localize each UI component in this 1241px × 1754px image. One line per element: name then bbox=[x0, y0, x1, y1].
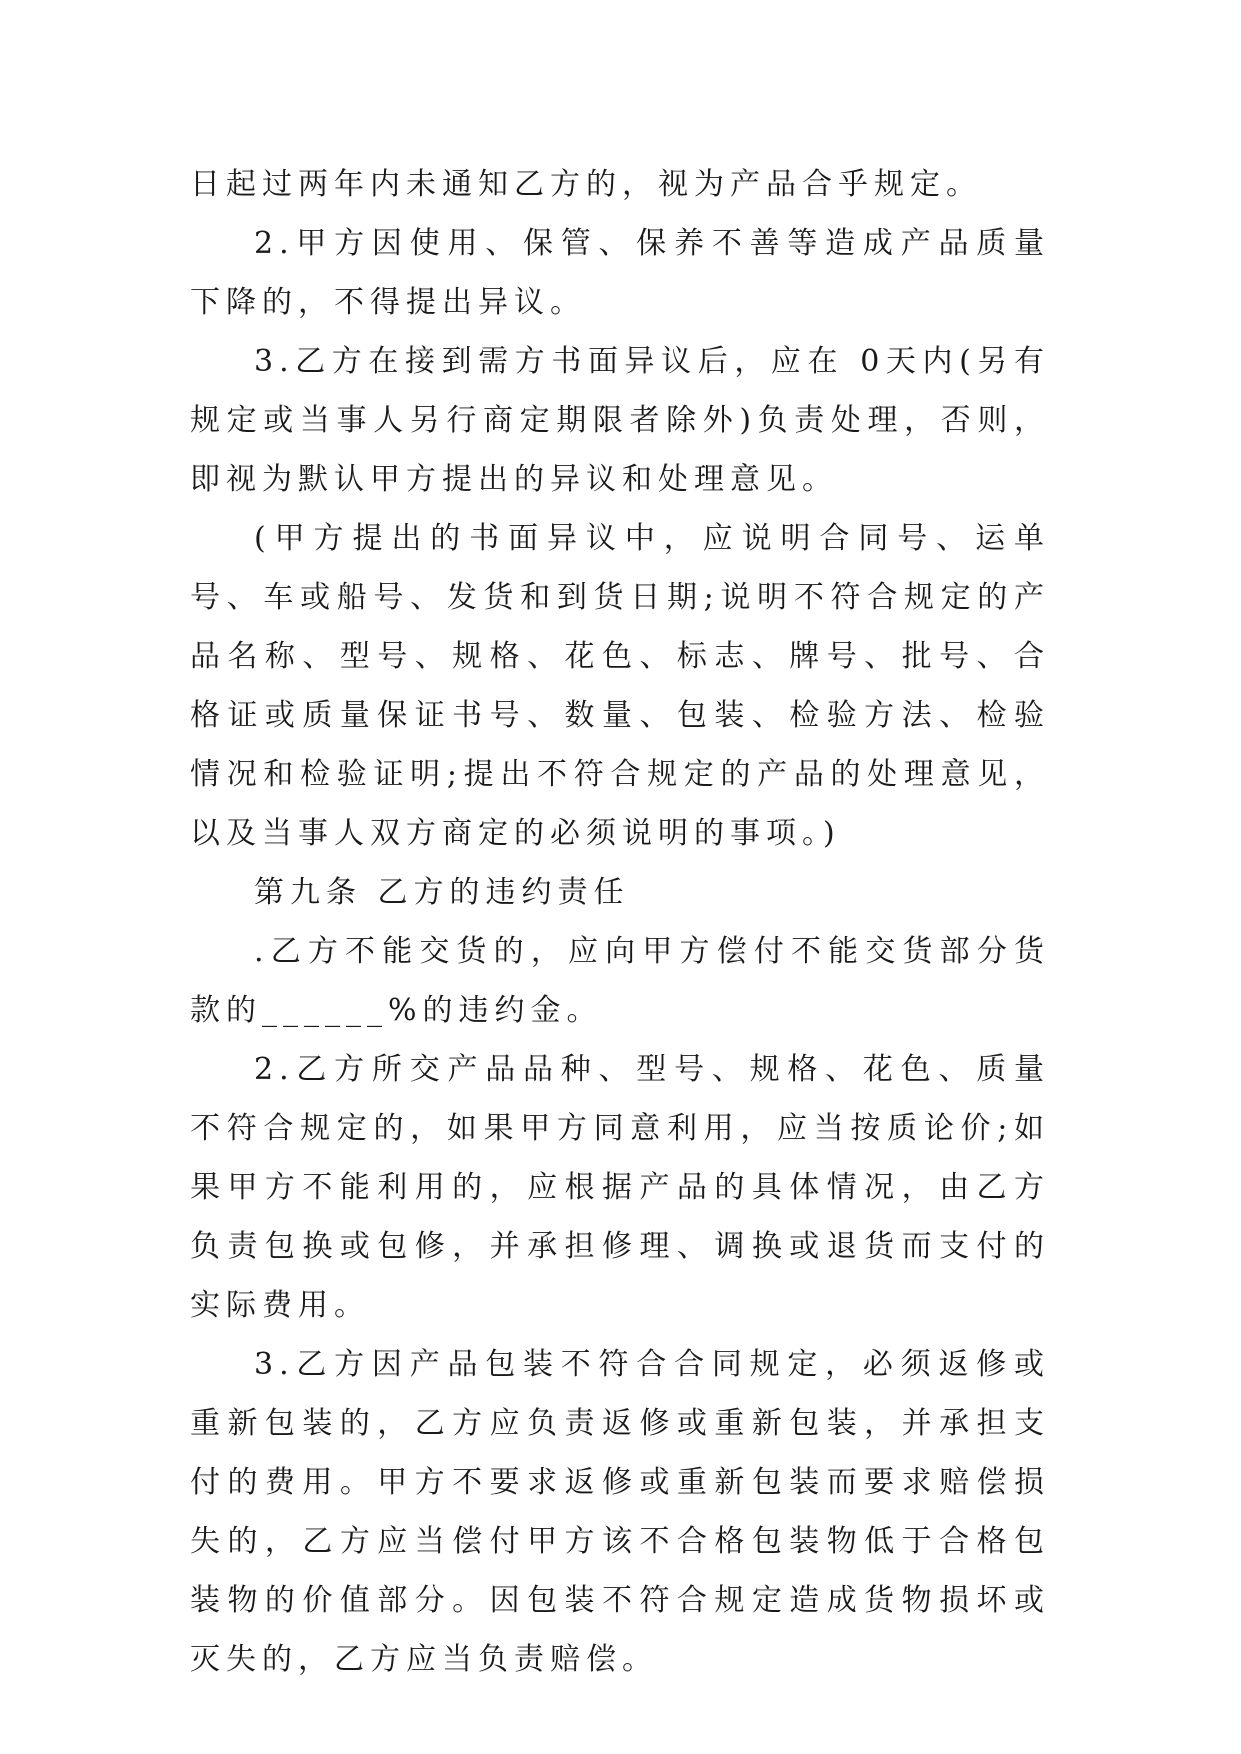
paragraph-6: .乙方不能交货的，应向甲方偿付不能交货部分货款的______%的违约金。 bbox=[190, 934, 1050, 1028]
paragraph-4: (甲方提出的书面异议中，应说明合同号、运单号、车或船号、发货和到货日期;说明不符合规定的产品名称、型号、规格、花色、标志、牌号、批号、合格证或质量保证书号、数量、包装、检验方法、检验情况和检验证明;提出不符合规定的产品的处理意见，以及当事人双方商定的必须说明的事项。) bbox=[190, 521, 1050, 851]
paragraph-1: 日起过两年内未通知乙方的，视为产品合乎规定。 bbox=[190, 167, 982, 202]
paragraph-3: 3.乙方在接到需方书面异议后，应在 0天内(另有规定或当事人另行商定期限者除外)负责处理，否则，即视为默认甲方提出的异议和处理意见。 bbox=[190, 344, 1050, 497]
section-heading-article-9: 第九条 乙方的违约责任 bbox=[254, 875, 630, 910]
paragraph-8: 3.乙方因产品包装不符合合同规定，必须返修或重新包装的，乙方应负责返修或重新包装，并承担支付的费用。甲方不要求返修或重新包装而要求赔偿损失的，乙方应当偿付甲方该不合格包装物低于合格包装物的价值部分。因包装不符合规定造成货物损坏或灭失的，乙方应当负责赔偿。 bbox=[190, 1347, 1050, 1677]
paragraph-2: 2.甲方因使用、保管、保养不善等造成产品质量下降的，不得提出异议。 bbox=[190, 226, 1050, 320]
paragraph-7: 2.乙方所交产品品种、型号、规格、花色、质量不符合规定的，如果甲方同意利用，应当按质论价;如果甲方不能利用的，应根据产品的具体情况，由乙方负责包换或包修，并承担修理、调换或退货而支付的实际费用。 bbox=[190, 1052, 1050, 1323]
document-body bbox=[190, 155, 1050, 1689]
